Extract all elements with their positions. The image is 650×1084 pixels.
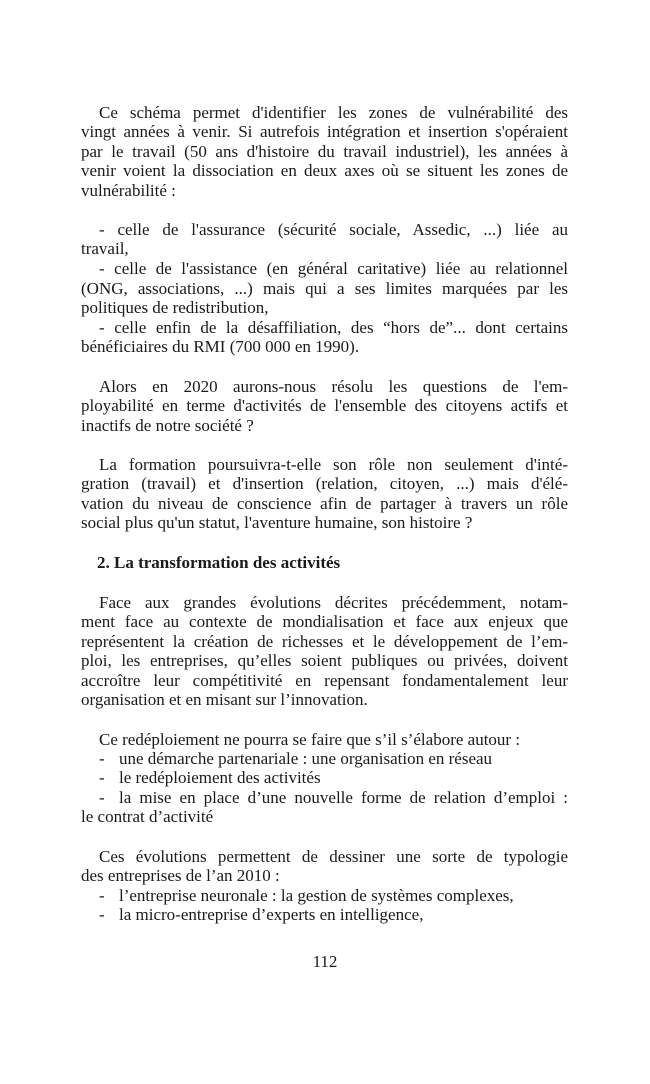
section-heading: 2. La transformation des activités <box>97 553 341 572</box>
text-line: organisation et en misant sur l’innovation. <box>81 690 368 709</box>
list-intro: des entreprises de l’an 2010 : <box>81 866 280 885</box>
text-line: travail, <box>81 239 129 258</box>
list-item: le redéploiement des activités <box>119 768 321 787</box>
text-line: Alors en 2020 aurons-nous résolu les questions de l'em- <box>99 377 568 396</box>
text-line: ploi, les entreprises, qu’elles soient publiques ou privées, doivent <box>81 651 568 670</box>
list-item: la mise en place d’une nouvelle forme de relation d’emploi : <box>119 788 568 807</box>
list-item-continuation: le contrat d’activité <box>81 807 214 826</box>
list-intro: Ce redéploiement ne pourra se faire que s’il s’élabore autour : <box>99 730 521 749</box>
dash-bullet-icon: - <box>99 788 105 807</box>
text-line: Ce schéma permet d'identifier les zones de vulnérabilité des <box>99 103 568 122</box>
text-line: venir voient la dissociation en deux axes où se situent les zones de <box>81 161 568 180</box>
text-line: par le travail (50 ans d'histoire du travail industriel), les années à <box>81 142 568 161</box>
text-line: politiques de redistribution, <box>81 298 269 317</box>
list-item: la micro-entreprise d’experts en intelligence, <box>119 905 424 924</box>
list-intro: Ces évolutions permettent de dessiner une sorte de typologie <box>99 847 568 866</box>
text-line: accroître leur compétitivité en repensant fondamentalement leur <box>81 671 568 690</box>
text-line: bénéficiaires du RMI (700 000 en 1990). <box>81 337 360 356</box>
text-line: ployabilité en terme d'activités de l'ensemble des citoyens actifs et <box>81 396 568 415</box>
page-number: 112 <box>312 952 338 971</box>
text-line: vulnérabilité : <box>81 181 176 200</box>
text-line: vingt années à venir. Si autrefois intégration et insertion s'opéraient <box>81 122 568 141</box>
text-line: - celle de l'assurance (sécurité sociale, Assedic, ...) liée au <box>99 220 568 239</box>
text-line: La formation poursuivra-t-elle son rôle non seulement d'inté- <box>99 455 568 474</box>
dash-bullet-icon: - <box>99 768 105 787</box>
dash-bullet-icon: - <box>99 886 105 905</box>
text-line: ment face au contexte de mondialisation et face aux enjeux que <box>81 612 568 631</box>
text-line: inactifs de notre société ? <box>81 416 254 435</box>
text-line: - celle enfin de la désaffiliation, des “hors de”... dont certains <box>99 318 568 337</box>
dash-bullet-icon: - <box>99 905 105 924</box>
text-line: représentent la création de richesses et le développement de l’em- <box>81 632 568 651</box>
text-line: vation du niveau de conscience afin de partager à travers un rôle <box>81 494 568 513</box>
list-item: une démarche partenariale : une organisation en réseau <box>119 749 493 768</box>
text-line: - celle de l'assistance (en général caritative) liée au relationnel <box>99 259 568 278</box>
text-line: Face aux grandes évolutions décrites précédemment, notam- <box>99 593 568 612</box>
text-line: social plus qu'un statut, l'aventure humaine, son histoire ? <box>81 513 473 532</box>
list-item: l’entreprise neuronale : la gestion de systèmes complexes, <box>119 886 514 905</box>
dash-bullet-icon: - <box>99 749 105 768</box>
text-line: gration (travail) et d'insertion (relation, citoyen, ...) mais d'élé- <box>81 474 568 493</box>
text-line: (ONG, associations, ...) mais qui a ses limites marquées par les <box>81 279 568 298</box>
